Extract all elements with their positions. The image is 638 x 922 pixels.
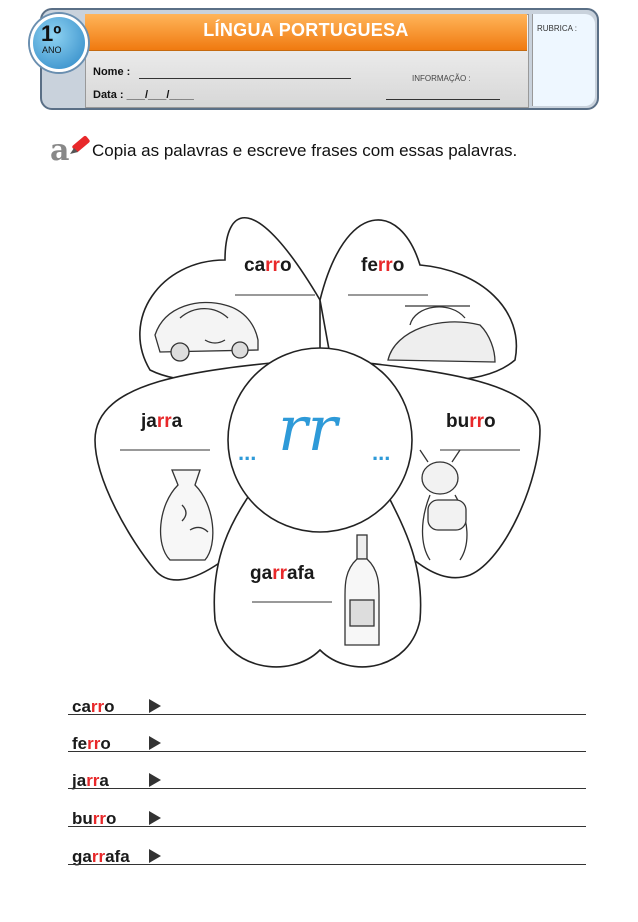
petal-word-jarra: jarra xyxy=(141,411,183,432)
arrow-icon xyxy=(149,849,161,863)
row-word-burro: burro xyxy=(72,809,117,828)
row-word-ferro: ferro xyxy=(72,734,111,753)
petal-word-burro: burro xyxy=(446,411,496,432)
row-word-carro: carro xyxy=(72,697,115,716)
instruction-text: Copia as palavras e escreve frases com essas palavras. xyxy=(92,141,518,160)
letter-a-pencil-icon: a xyxy=(50,133,70,168)
rubrica-label: RUBRICA : xyxy=(537,24,578,33)
center-letters: rr xyxy=(278,392,338,465)
arrow-icon xyxy=(149,773,161,787)
sentence-line[interactable] xyxy=(68,788,586,789)
arrow-icon xyxy=(149,699,161,713)
petal-word-ferro: ferro xyxy=(361,255,405,276)
petal-word-carro: carro xyxy=(244,255,292,276)
arrow-icon xyxy=(149,811,161,825)
sentence-line[interactable] xyxy=(68,826,586,827)
subject-title: LÍNGUA PORTUGUESA xyxy=(203,20,409,40)
sentence-line[interactable] xyxy=(68,714,586,715)
arrow-icon xyxy=(149,736,161,750)
info-label: INFORMAÇÃO : xyxy=(412,74,471,83)
center-dots-left: ... xyxy=(238,440,257,465)
sentence-line[interactable] xyxy=(68,751,586,752)
center-dots-right: ... xyxy=(372,440,391,465)
grade-number: 1º xyxy=(41,21,62,46)
sentence-line[interactable] xyxy=(68,864,586,865)
row-word-jarra: jarra xyxy=(72,771,109,790)
grade-label: ANO xyxy=(42,45,62,55)
petal-word-garrafa: garrafa xyxy=(250,563,315,584)
name-label: Nome : xyxy=(93,66,131,78)
date-field[interactable]: Data : ___/___/____ xyxy=(93,89,194,101)
row-word-garrafa: garrafa xyxy=(72,847,130,866)
